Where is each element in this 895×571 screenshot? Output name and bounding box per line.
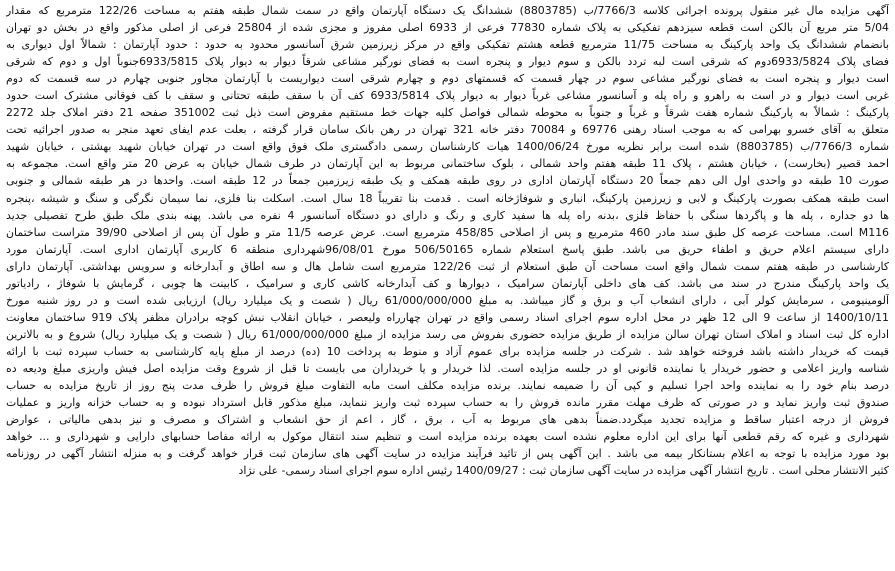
notice-line: پارکینگ : شمالاً به پارکینگ شماره هفت شرقاً و غرباً و جنوباً به محوطه شمالی فواصل کلیه جهات خط مستقیم مفروض است ذیل ثبت 351002 صفحه 21 دفتر املاک جلد 2272 <box>6 106 889 120</box>
notice-line: بانضمام ششدانگ یک واحد پارکینگ به مساحت 11/75 مترمربع قطعه هشتم تفکیکی واقع در مرکز زیرزمین شرق آسانسور محدود به حدود : حدود آپارتمان : شمالاً اول دیواری به <box>6 38 889 52</box>
notice-line: M116 است. مساحت عرصه کل طبق سند مادر 460 مترمربع و پس از اصلاحی 458/85 مترمربع است. عرض عرصه 11/5 متر و طول آن پس از اصلاحی 39/90 متراست ساختمان <box>6 225 889 239</box>
notice-line: صورت 10 طبقه دو واحدی اول الی دهم جمعاً 20 دستگاه آپارتمان اداری در روی طبقه همکف و یک طبقه زیرزمین جمعاً در 12 طبقه است. واحدها در هر طبقه شمالی و جنوبی <box>6 174 889 188</box>
notice-line: 5/04 متر مربع آن بالکن است قطعه سیزدهم تفکیکی به پلاک شماره 77830 فرعی از 6933 اصلی مفروز و مجزی شده از 25804 فرعی از اصلی مذکور واقع در بخش دو تهران <box>6 21 889 35</box>
notice-line: شهرداری و غیره که رقم قطعی آنها برای این اداره معلوم نشده است بعهده برنده مزایده است و تنظیم سند انتقال موکول به ارائه مفاصا حسابهای دارایی و شهرداری و ... خواهد <box>6 430 889 444</box>
notice-line: فروش از درجه اعتبار ساقط و مزایده تجدید میگردد.ضمناً بدهی های مربوط به آب ، برق ، گاز ، اعم از حق انشعاب و اشتراک و مصرف و نیز بدهی مالیاتی ، عوارض <box>6 413 889 427</box>
notice-line: است دیوار و پنجره است به فضای نورگیر مشاعی سوم در چهار قسمت که قسمتهای دوم و چهارم شرقی است دیواریست با آپارتمان مجاور جنوبی چهارم در سه قسمت که دوم <box>6 72 889 86</box>
notice-line: ها دو جداره ، پله ها و پاگردها سنگی با حفاظ فلزی ،بدنه راه پله ها سفید کاری و رنگ و دارای دو دستگاه آسانسور 4 نفره می باشد. پهنه بندی ملک طبق طرح تفصیلی جدید <box>6 208 889 222</box>
notice-line: غربی است دیوار و در است به راهرو و راه پله و آسانسور مشاعی غرباً دیوار به دیوار پلاک 6933/5814 کف آن با سقف طبقه تحتانی و سقف با کف فوقانی مشترک است حدود <box>6 89 889 103</box>
notice-line: آگهی مزایده مال غیر منقول پرونده اجرائی کلاسه 7766/3/ب (8803785) ششدانگ یک دستگاه آپارتمان واقع در سمت شمال طبقه هفتم به مساحت 122/26 مترمربع که مقدار <box>6 4 889 17</box>
notice-line: شماره 7766/3/ب (8803785) شده است برابر نظریه مورخ 1400/06/24 هیات کارشناسان رسمی دادگستری ملک فوق واقع است در تهران خیابان شهید بهشتی ، خیابان شهید <box>6 140 889 154</box>
notice-line: بود مورد مزایده با توجه به اعلام بستانکار بیمه می باشد . این آگهی پس از تائید فرآیند مزایده در سایت آگهی های سازمان ثبت قرار خواهد گرفت و به منزله انتشار آگهی در روزنامه <box>6 447 889 461</box>
notice-line: فضای پلاک 6933/5824دوم که شرقی است لبه تردد بالکن و سوم دیوار و پنجره است به فضای نورگیر مشاعی شرقاً دیوار به دیوار پلاک 6933/5815جنوباً اول و دوم که شرقی <box>6 55 889 69</box>
notice-line: کارشناسی در طبقه هفتم سمت شمال واقع است مساحت آن طبق استعلام از ثبت 122/26 مترمربع است شامل هال و سه اطاق و آبدارخانه و سرویس بهداشتی. آپارتمان دارای <box>6 259 889 273</box>
auction-notice-document <box>6 2 889 569</box>
notice-line: دارای سیستم اعلام حریق و اطفاء حریق می باشد. طبق پاسخ استعلام شماره 506/50165 مورخ 96/08/01شهرداری منطقه 6 کاربری آپارتمان اداری است. آپارتمان مورد <box>6 242 889 256</box>
notice-line: درصد بنام خود را به نماینده واحد اجرا تسلیم و کپی آن را ضمیمه نمایند. برنده مزایده مکلف است مابه التفاوت مبلغ فروش را ظرف مدت پنج روز از تاریخ مزایده به حساب <box>6 379 889 393</box>
notice-line: است طبقه همکف بصورت پارکینگ و لابی و زیرزمین پارکینگ، انباری و شوفاژخانه است . قدمت بنا تقریباً 18 سال است. اسکلت بنا فلزی، نما سیمان نگرگی و سنگ و شیشه ،پنجره <box>6 191 889 205</box>
notice-line: آلومینیومی ، سرمایش کولر آبی ، دارای انشعاب آب و برق و گاز میباشد. به مبلغ 61/000/000/000 ریال ( شصت و یک میلیارد ریال) ارزیابی شده است و در روز شنبه مورخ <box>6 293 889 307</box>
notice-line: متعلق به آقای خسرو بهرامی که به موجب اسناد رهنی 69776 و 70084 دفتر خانه 321 تهران در رهن بانک سامان قرار گرفته ، بعلت عدم ایفای تعهد منجر به صدور اجرائیه تحت <box>6 123 889 137</box>
notice-line: یک واحد پارکینگ مندرج در سند می باشد. کف های داخلی آپارتمان سرامیک ، دیوارها و کف آبدارخانه کاشی کاری و سرامیک ، کابینت ها چوبی ، گرمایش با شوفاژ ، رادیاتور <box>6 276 889 290</box>
notice-line: شناسه واریز اعلامی و حضور خریدار یا نماینده قانونی او در جلسه مزایده است. لذا خریدار و یا خریداران می بایست تا قبل از شروع وقت مزایده اصل فیش واریزی مبلغ ودیعه ده <box>6 361 889 375</box>
notice-line: اداره کل ثبت اسناد و املاک استان تهران سالن مزایده از طریق مزایده حضوری بفروش می رسد مزایده از مبلغ 61/000/000/000 ریال ( شصت و یک میلیارد ریال) شروع و به بالاترین <box>6 327 889 341</box>
notice-line: 1400/10/11 از ساعت 9 الی 12 ظهر در محل اداره سوم اجرای اسناد رسمی واقع در تهران چهارراه ولیعصر ، خیابان انقلاب نبش کوچه برادران مظفر پلاک 919 ساختمان معاونت <box>6 310 889 324</box>
notice-line: کثیر الانتشار محلی است . تاریخ انتشار آگهی مزایده در سایت آگهی سازمان ثبت : 1400/09/27 رئیس اداره سوم اجرای اسناد رسمی- علی نژاد <box>238 464 889 478</box>
notice-line: صندوق ثبت واریز نماید و در صورتی که ظرف مهلت مقرر مانده فروش را به حساب سپرده ثبت واریز ننماید، مبلغ مذکور قابل استرداد نبوده و به حساب خزانه واریز و عملیات <box>6 396 889 410</box>
notice-line: احمد قصیر (بخارست) ، خیابان هشتم ، پلاک 11 طبقه هفتم واحد شمالی ، بلوک ساختمانی مربوط به این آپارتمان در طرف شمال خیابان به عرض 20 متر واقع است. مجموعه به <box>6 157 889 171</box>
notice-line: قیمت که خریدار داشته باشد فروخته خواهد شد . شرکت در جلسه مزایده برای عموم آزاد و منوط به پرداخت 10 (ده) درصد از مبلغ پایه کارشناسی به حساب سپرده ثبت با ارائه <box>6 344 889 358</box>
